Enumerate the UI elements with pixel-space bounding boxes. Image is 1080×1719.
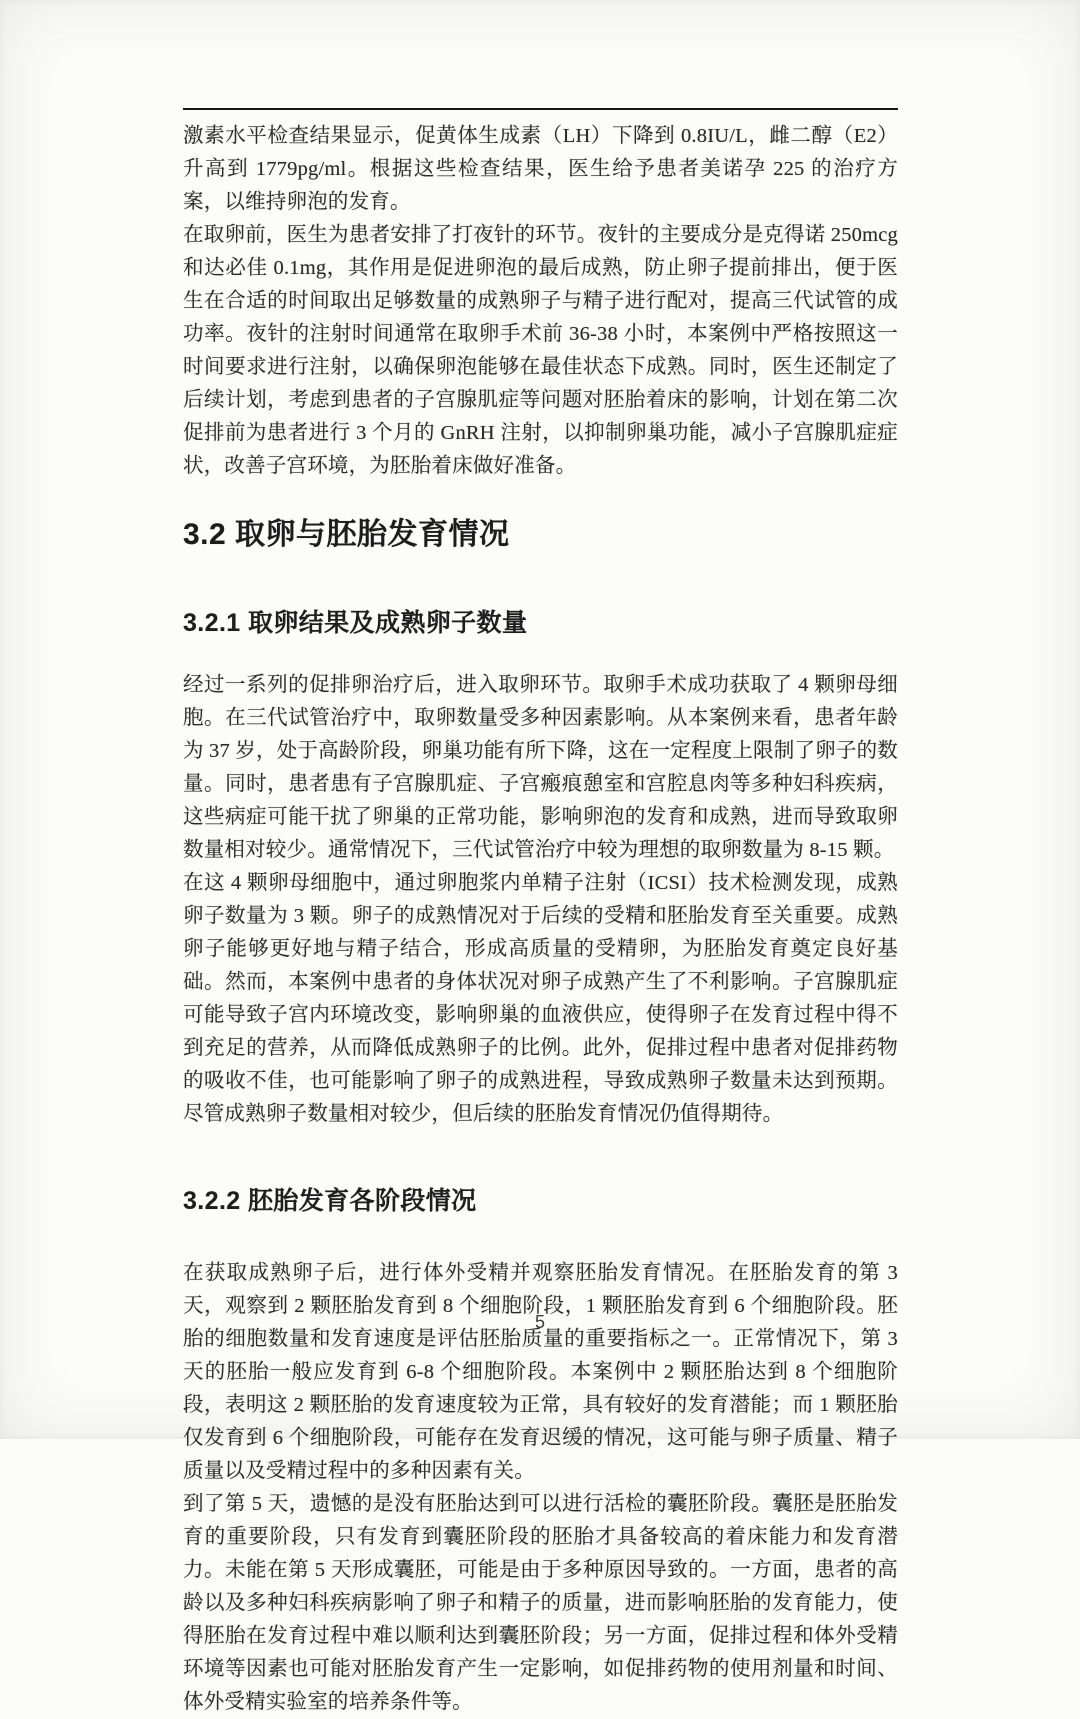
paragraph-hormone-results: 激素水平检查结果显示，促黄体生成素（LH）下降到 0.8IU/L，雌二醇（E2）升高到 1779pg/ml。根据这些检查结果，医生给予患者美诺孕 225 的治疗方案，以维持卵泡的发育。 <box>183 125 898 213</box>
section-heading-3-2-1: 3.2.1 取卵结果及成熟卵子数量 <box>183 609 528 637</box>
page-number: 5 <box>534 1312 545 1332</box>
section-heading-3-2-2: 3.2.2 胚胎发育各阶段情况 <box>183 1187 477 1215</box>
paragraph-embryo-day3: 在获取成熟卵子后，进行体外受精并观察胚胎发育情况。在胚胎发育的第 3 天，观察到 2 颗胚胎发育到 8 个细胞阶段，1 颗胚胎发育到 6 个细胞阶段。胚胎的细胞数量和发育速度是评估胚胎质量的重要指标之一。正常情况下，第 3 天的胚胎一般应发育到 6-8 个细胞阶段。本案例中 2 颗胚胎达到 8 个细胞阶段，表明这 2 颗胚胎的发育速度较为正常，具有较好的发育潜能；而 1 颗胚胎仅发育到 6 个细胞阶段，可能存在发育迟缓的情况，这可能与卵子质量、精子质量以及受精过程中的多种因素有关。 <box>183 1262 898 1482</box>
paragraph-trigger-shot-plan: 在取卵前，医生为患者安排了打夜针的环节。夜针的主要成分是克得诺 250mcg 和达必佳 0.1mg，其作用是促进卵泡的最后成熟，防止卵子提前排出，便于医生在合适的时间取出足够数量的成熟卵子与精子进行配对，提高三代试管的成功率。夜针的注射时间通常在取卵手术前 36-38 小时，本案例中严格按照这一时间要求进行注射，以确保卵泡能够在最佳状态下成熟。同时，医生还制定了后续计划，考虑到患者的子宫腺肌症等问题对胚胎着床的影响，计划在第二次促排前为患者进行 3 个月的 GnRH 注射，以抑制卵巢功能，减小子宫腺肌症症状，改善子宫环境，为胚胎着床做好准备。 <box>183 224 898 477</box>
paragraph-embryo-day5: 到了第 5 天，遗憾的是没有胚胎达到可以进行活检的囊胚阶段。囊胚是胚胎发育的重要阶段，只有发育到囊胚阶段的胚胎才具备较高的着床能力和发育潜力。未能在第 5 天形成囊胚，可能是由于多种原因导致的。一方面，患者的高龄以及多种妇科疾病影响了卵子和精子的质量，进而影响胚胎的发育能力，使得胚胎在发育过程中难以顺利达到囊胚阶段；另一方面，促排过程和体外受精环境等因素也可能对胚胎发育产生一定影响，如促排药物的使用剂量和时间、体外受精实验室的培养条件等。 <box>183 1493 898 1713</box>
header-rule <box>183 108 898 110</box>
document-content <box>183 0 898 1719</box>
paragraph-mature-egg-count: 在这 4 颗卵母细胞中，通过卵胞浆内单精子注射（ICSI）技术检测发现，成熟卵子数量为 3 颗。卵子的成熟情况对于后续的受精和胚胎发育至关重要。成熟卵子能够更好地与精子结合，形成高质量的受精卵，为胚胎发育奠定良好基础。然而，本案例中患者的身体状况对卵子成熟产生了不利影响。子宫腺肌症可能导致子宫内环境改变，影响卵巢的血液供应，使得卵子在发育过程中得不到充足的营养，从而降低成熟卵子的比例。此外，促排过程中患者对促排药物的吸收不佳，也可能影响了卵子的成熟进程，导致成熟卵子数量未达到预期。尽管成熟卵子数量相对较少，但后续的胚胎发育情况仍值得期待。 <box>183 872 898 1125</box>
section-heading-3-2: 3.2 取卵与胚胎发育情况 <box>183 518 510 551</box>
page-footer <box>0 1312 1080 1333</box>
paragraph-egg-retrieval-result: 经过一系列的促排卵治疗后，进入取卵环节。取卵手术成功获取了 4 颗卵母细胞。在三代试管治疗中，取卵数量受多种因素影响。从本案例来看，患者年龄为 37 岁，处于高龄阶段，卵巢功能有所下降，这在一定程度上限制了卵子的数量。同时，患者患有子宫腺肌症、子宫瘢痕憩室和宫腔息肉等多种妇科疾病，这些病症可能干扰了卵巢的正常功能，影响卵泡的发育和成熟，进而导致取卵数量相对较少。通常情况下，三代试管治疗中较为理想的取卵数量为 8-15 颗。 <box>183 674 898 861</box>
